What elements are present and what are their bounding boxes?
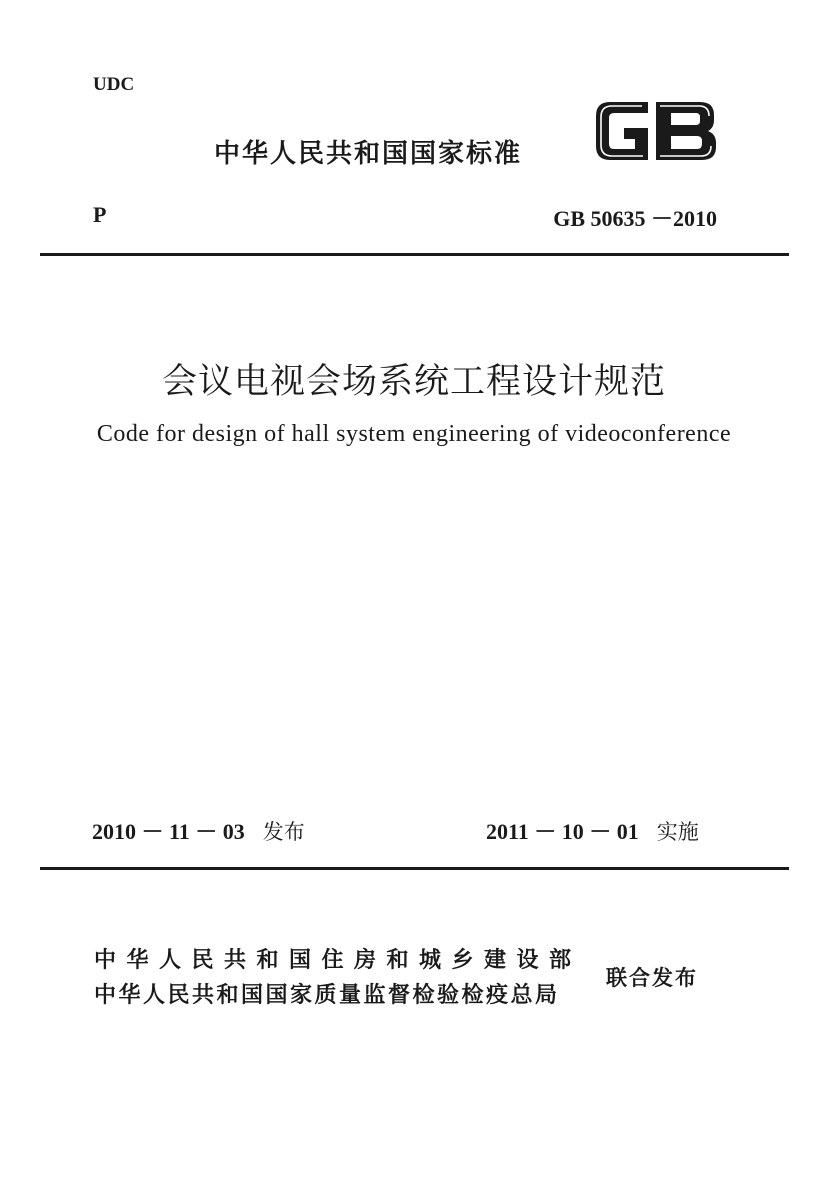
title-english: Code for design of hall system engineering of videoconference <box>96 421 732 447</box>
issuer-line-2: 中华人民共和国国家质量监督检验检疫总局 <box>94 983 560 1008</box>
effective-label: 实施 <box>656 820 699 844</box>
effective-date: 2011 － 10 － 01 <box>486 819 639 844</box>
issue-date: 2010 － 11 － 03 <box>92 819 245 844</box>
joint-issue-label: 联合发布 <box>606 966 698 990</box>
issuer-line-1: 中华人民共和国住房和城乡建设部 <box>94 948 582 973</box>
title-chinese: 会议电视会场系统工程设计规范 <box>161 362 666 402</box>
gb-logo <box>592 98 720 164</box>
udc-label: UDC <box>93 74 135 95</box>
standard-number: GB 50635 －2010 <box>553 206 717 231</box>
standard-type: 中华人民共和国国家标准 <box>214 139 523 169</box>
effective-date-block <box>486 815 699 846</box>
bottom-divider <box>40 867 789 870</box>
issue-label: 发布 <box>262 820 305 844</box>
top-divider <box>40 253 789 256</box>
issue-date-block <box>92 815 305 846</box>
classification-code: P <box>93 202 107 227</box>
